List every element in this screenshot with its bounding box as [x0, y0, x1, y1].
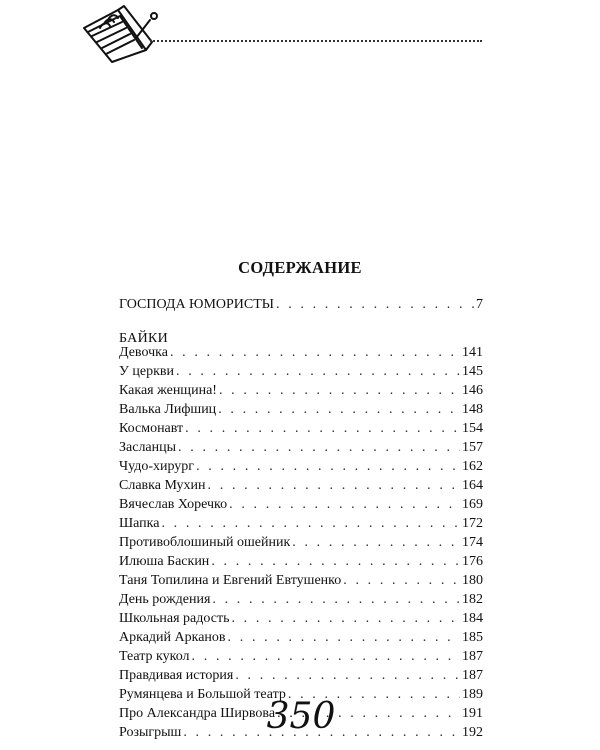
leader-dots [343, 573, 460, 589]
toc-title: СОДЕРЖАНИЕ [238, 258, 362, 277]
toc-entry-label: Школьная радость [119, 611, 230, 626]
toc-entry [119, 535, 483, 554]
toc-entry [119, 592, 483, 611]
toc-entry-label: Илюша Баскин [119, 554, 210, 569]
leader-dots [161, 516, 460, 532]
leader-dots [218, 402, 460, 418]
page-number [256, 690, 346, 740]
leader-dots [208, 478, 460, 494]
toc-entry-page: 187 [462, 668, 483, 683]
toc-entry-label: Чудо-хирург [119, 459, 195, 474]
toc-entry-label: Девочка [119, 345, 168, 360]
leader-dots [196, 459, 460, 475]
toc-entry-label: Румянцева и Большой театр [119, 687, 286, 702]
toc-entry-label: Вячеслав Хоречко [119, 497, 228, 512]
toc-entry-label: Про Александра Ширвова [119, 706, 276, 721]
toc-entry-label: День рождения [119, 592, 211, 607]
toc-entry-label: Таня Топилина и Евгений Евтушенко [119, 573, 342, 588]
leader-dots [192, 649, 460, 665]
toc-entry-page: 192 [462, 725, 483, 740]
toc-entry-label: Космонавт [119, 421, 184, 436]
leader-dots [231, 611, 460, 627]
svg-text:350: 350 [266, 696, 336, 737]
toc-entry-label: Валька Лифшиц [119, 402, 217, 417]
toc-entry-label: Театр кукол [119, 649, 190, 664]
toc-entry [119, 440, 483, 459]
toc-entry [119, 459, 483, 478]
leader-dots [276, 297, 474, 313]
leader-dots [219, 383, 460, 399]
toc-entry [119, 668, 483, 687]
toc-entry-page: 172 [462, 516, 483, 531]
toc-entry-label: У церкви [119, 364, 175, 379]
toc-entry-page: 162 [462, 459, 483, 474]
toc-entry-page: 146 [462, 383, 483, 398]
toc-entry-page: 182 [462, 592, 483, 607]
toc-entry-page: 157 [462, 440, 483, 455]
toc-entry [119, 630, 483, 649]
toc-entry [119, 421, 483, 440]
toc-entry-page: 185 [462, 630, 483, 645]
section-heading: БАЙКИ [119, 331, 169, 346]
toc-entry [119, 345, 483, 364]
toc-entry-page: 191 [462, 706, 483, 721]
notebook-icon [78, 2, 160, 64]
toc-entry-label: Противоблошиный ошейник [119, 535, 291, 550]
toc-entry [119, 554, 483, 573]
toc-entry-page: 184 [462, 611, 483, 626]
toc-entry-page: 169 [462, 497, 483, 512]
toc-entry [119, 383, 483, 402]
toc-entry-page: 154 [462, 421, 483, 436]
toc-entry [119, 649, 483, 668]
leader-dots [212, 592, 460, 608]
toc-entry [119, 497, 483, 516]
toc-entry [119, 516, 483, 535]
leader-dots [228, 630, 460, 646]
toc-entry-page: 187 [462, 649, 483, 664]
leader-dots [235, 668, 460, 684]
toc-entry-label: Славка Мухин [119, 478, 206, 493]
toc-entry-label: Аркадий Арканов [119, 630, 226, 645]
toc-entry-label: ГОСПОДА ЮМОРИСТЫ [119, 297, 274, 312]
toc-entry-page: 7 [476, 297, 483, 312]
toc-entry [119, 573, 483, 592]
toc-entry [119, 611, 483, 630]
header-dotted-rule [150, 40, 482, 42]
toc-entry-label: Шапка [119, 516, 160, 531]
leader-dots [292, 535, 460, 551]
leader-dots [185, 421, 460, 437]
toc-entry-page: 145 [462, 364, 483, 379]
toc-entry [119, 364, 483, 383]
toc-entry-label: Какая женщина! [119, 383, 217, 398]
toc-entry-label: Засланцы [119, 440, 177, 455]
toc-entry-page: 141 [462, 345, 483, 360]
leader-dots [211, 554, 460, 570]
leader-dots [178, 440, 460, 456]
toc-entry-page: 164 [462, 478, 483, 493]
toc-entry-page: 148 [462, 402, 483, 417]
toc-entry [119, 297, 483, 316]
leader-dots [170, 345, 460, 361]
toc-entry-page: 180 [462, 573, 483, 588]
toc-entry-page: 176 [462, 554, 483, 569]
toc-entry [119, 402, 483, 421]
toc-entry-page: 174 [462, 535, 483, 550]
toc-entry-label: Правдивая история [119, 668, 234, 683]
toc-entry-page: 189 [462, 687, 483, 702]
toc-entry-label: Розыгрыш [119, 725, 182, 740]
toc-entry [119, 478, 483, 497]
leader-dots [176, 364, 460, 380]
leader-dots [229, 497, 460, 513]
